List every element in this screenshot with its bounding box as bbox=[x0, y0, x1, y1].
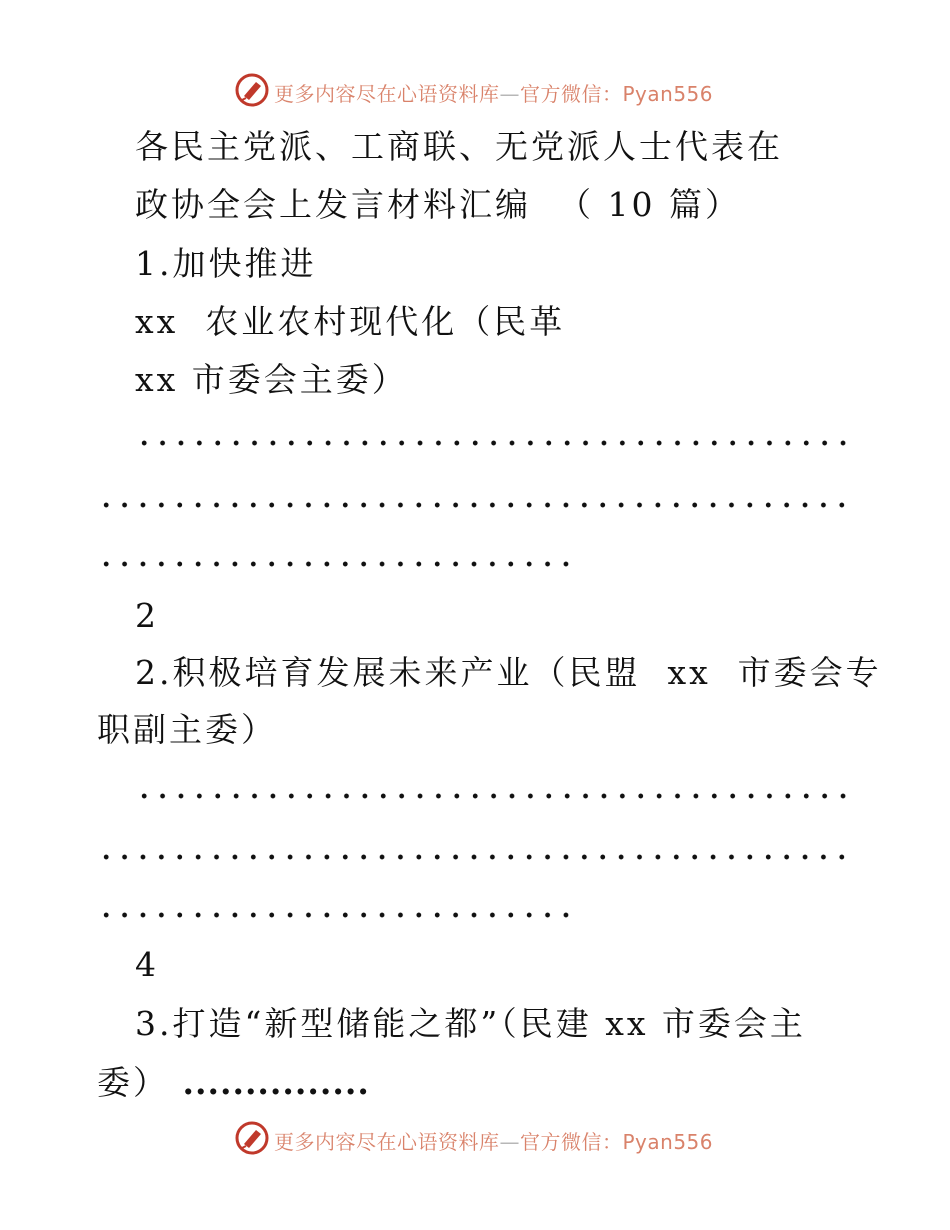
toc-leader-dots bbox=[135, 793, 847, 801]
toc-leader-dots bbox=[97, 912, 572, 920]
pen-logo-icon bbox=[234, 1120, 270, 1156]
toc-entry-1-page: 2 bbox=[135, 596, 159, 635]
toc-entry-3-line-2[interactable]: 委） ............... bbox=[97, 1063, 370, 1102]
toc-leader-dots bbox=[97, 854, 847, 862]
toc-entry-1-line-2[interactable]: xx 农业农村现代化（民革 bbox=[135, 302, 566, 341]
watermark-banner-bottom bbox=[0, 1118, 950, 1162]
pen-logo-icon bbox=[234, 72, 270, 108]
doc-title-line-1: 各民主党派、工商联、无党派人士代表在 bbox=[135, 127, 783, 166]
toc-leader-dots bbox=[135, 440, 847, 448]
toc-entry-3-line-1[interactable]: 3.打造“新型储能之都”（民建 xx 市委会主 bbox=[135, 1004, 806, 1043]
toc-leader-dots bbox=[97, 502, 847, 510]
toc-entry-3-trailing-dots: ............... bbox=[182, 1063, 370, 1102]
toc-entry-2-page: 4 bbox=[135, 945, 159, 984]
doc-title-line-2: 政协全会上发言材料汇编 （ 10 篇） bbox=[135, 185, 741, 224]
toc-entry-2-line-2[interactable]: 职副主委） bbox=[97, 710, 277, 749]
watermark-text: 更多内容尽在心语资料库—官方微信：Pyan556 bbox=[274, 1130, 714, 1154]
toc-entry-1-line-3[interactable]: xx 市委会主委） bbox=[135, 360, 408, 399]
watermark-text: 更多内容尽在心语资料库—官方微信：Pyan556 bbox=[274, 82, 714, 106]
toc-entry-1-line-1[interactable]: 1.加快推进 bbox=[135, 244, 317, 283]
toc-leader-dots bbox=[97, 561, 572, 569]
watermark-banner-top bbox=[0, 70, 950, 114]
toc-entry-2-line-1[interactable]: 2.积极培育发展未来产业（民盟 xx 市委会专 bbox=[135, 653, 882, 692]
